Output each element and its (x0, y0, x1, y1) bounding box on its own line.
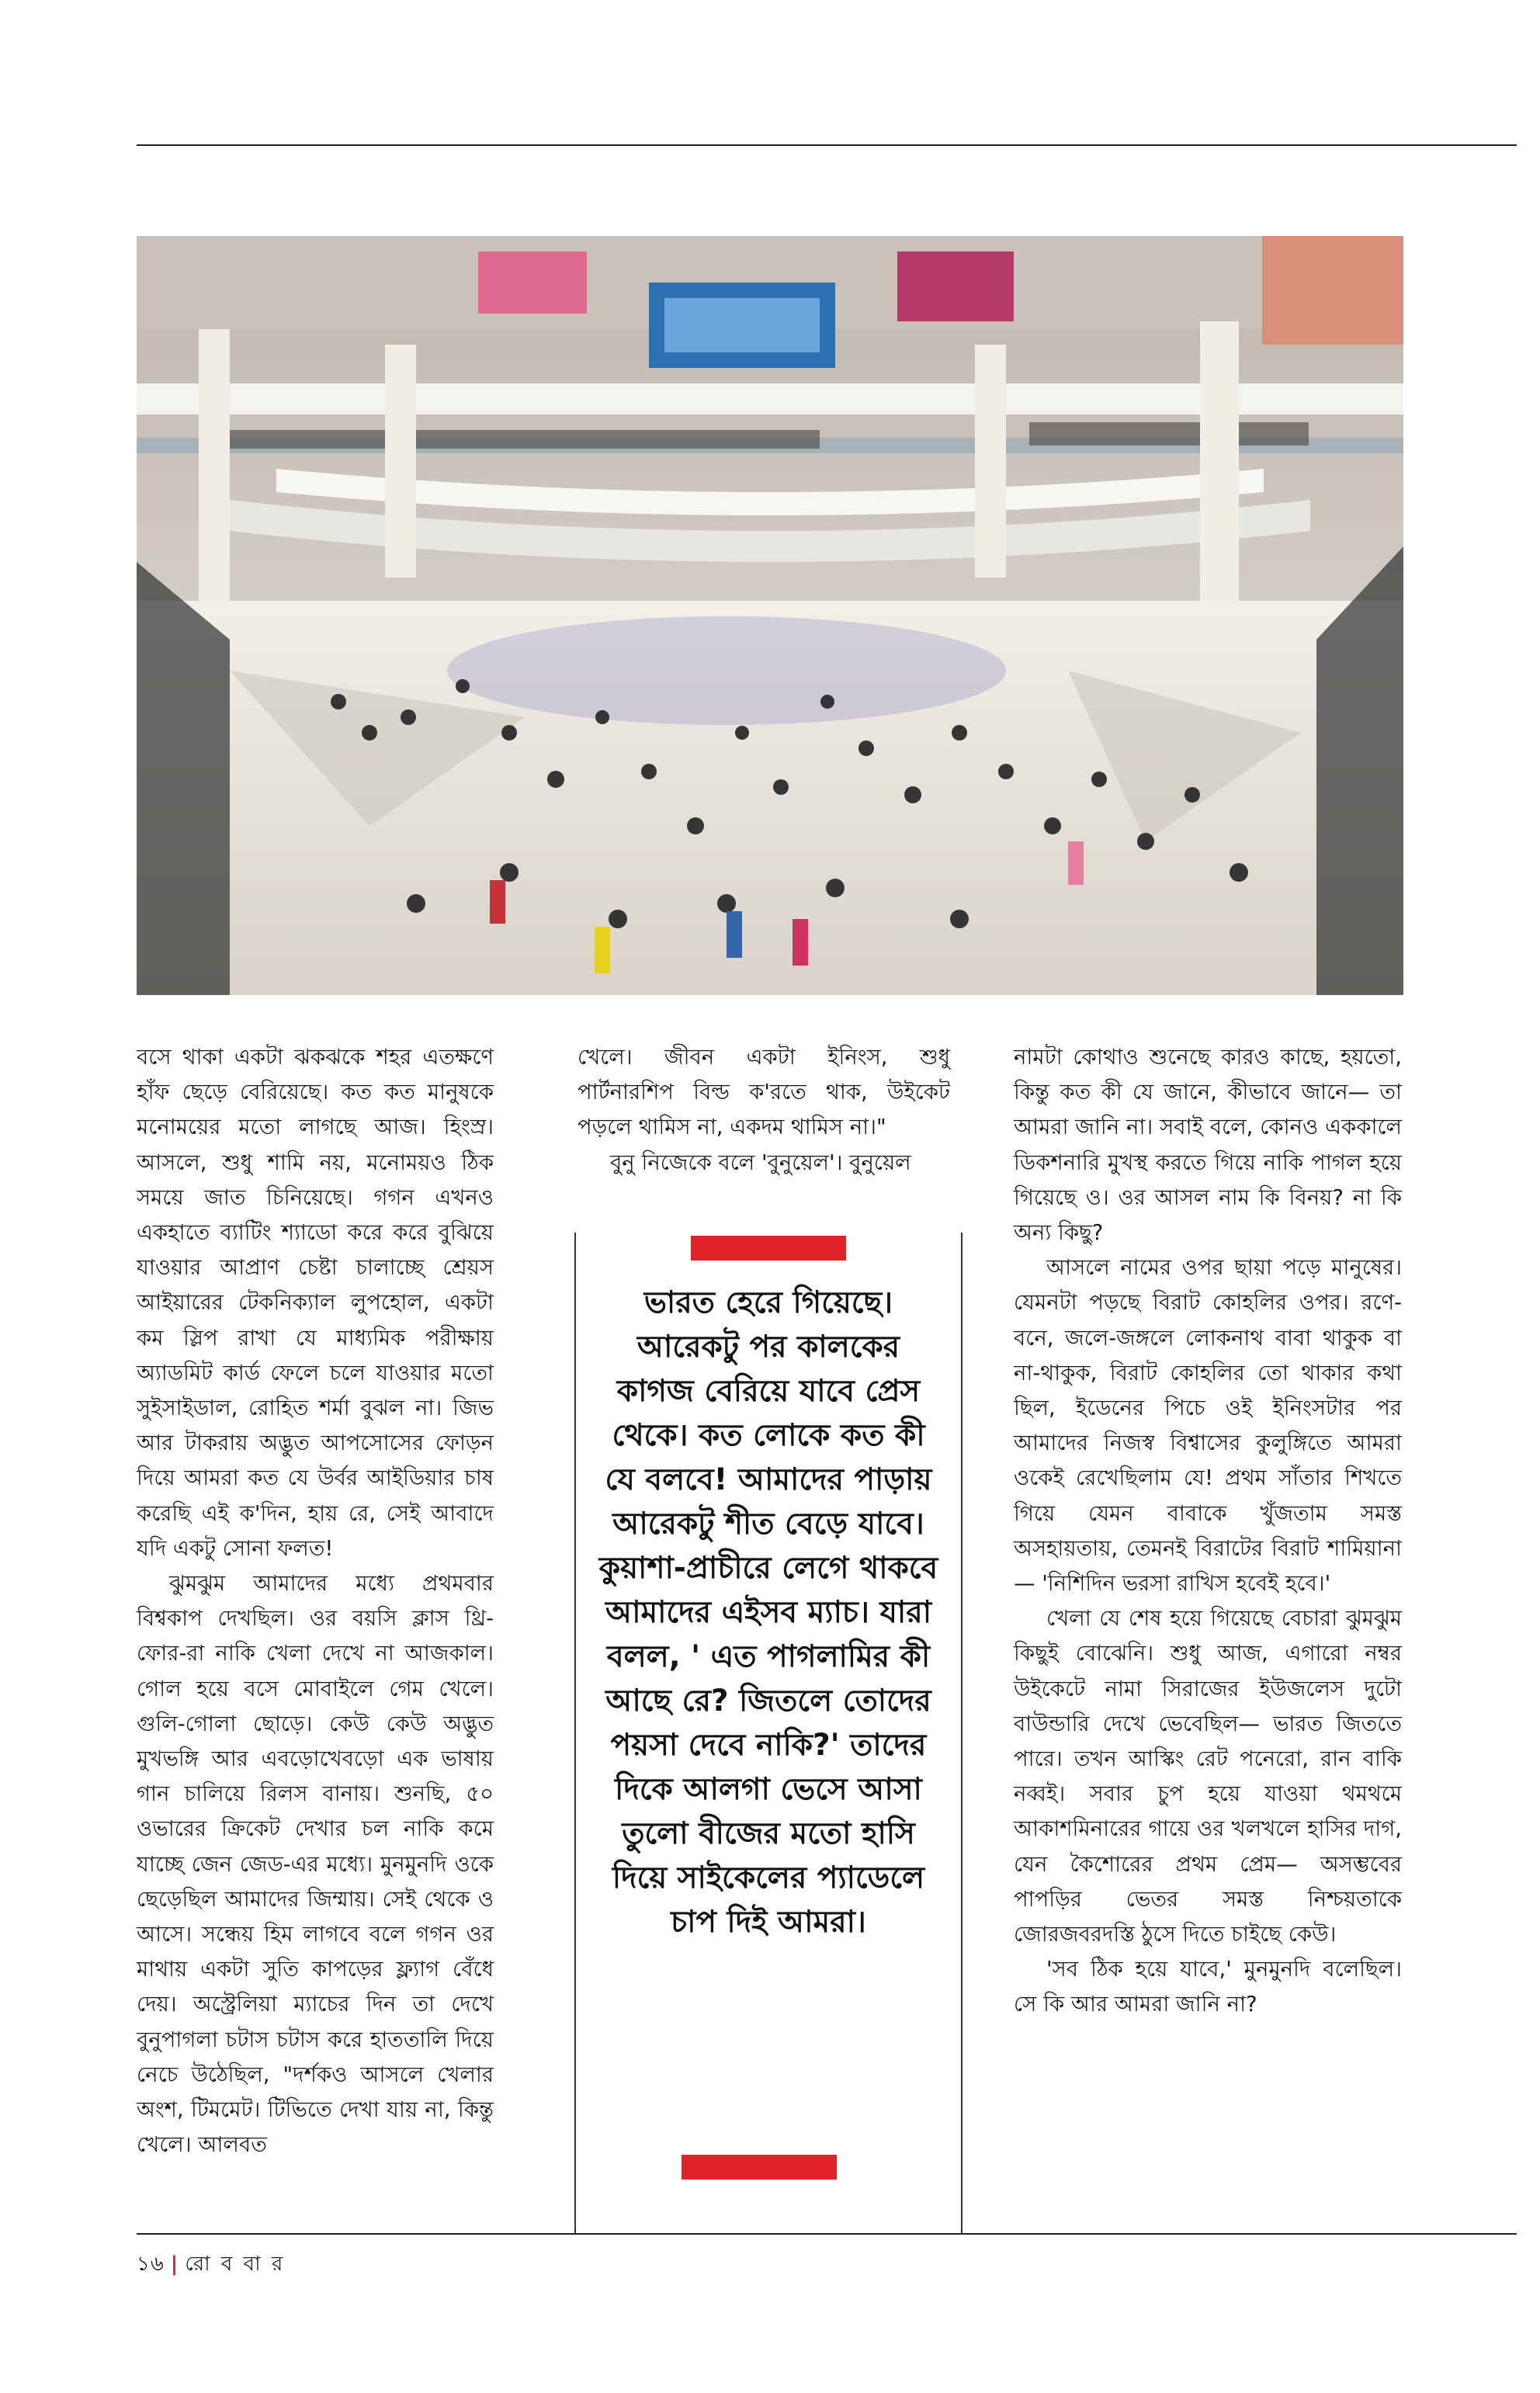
body-paragraph: বুনু নিজেকে বলে 'বুনুয়েল'। বুনুয়েল (610, 1150, 911, 1175)
pullquote-divider-right (961, 1233, 962, 2234)
body-paragraph: ঝুমঝুম আমাদের মধ্যে প্রথমবার বিশ্বকাপ দেখছিল। ওর বয়সি ক্লাস থ্রি-ফোর-রা নাকি খেলা দেখে না আজকাল। গোল হয়ে বসে মোবাইলে গেম খেলে। গুলি-গোলা ছোড়ে। কেউ কেউ অদ্ভুত মুখভঙ্গি আর এবড়োখেবড়ো এক ভাষায় গান চালিয়ে রিলস বানায়। শুনছি, ৫০ ওভারের ক্রিকেট দেখার চল নাকি কমে যাচ্ছে জেন জেড-এর মধ্যে। মুনমুনদি ওকে ছেড়েছিল আমাদের জিম্মায়। সেই থেকে ও আসে। সন্ধেয় হিম লাগবে বলে গগন ওর মাথায় একটা সুতি কাপড়ের ফ্ল্যাগ বেঁধে দেয়। অস্ট্রেলিয়া ম্যাচের দিন তা দেখে বুনুপাগলা চটাস চটাস করে হাততালি দিয়ে নেচে উঠেছিল, "দর্শকও আসলে খেলার অংশ, টিমমেট। টিভিতে দেখা যায় না, কিন্তু খেলে। আলবত (137, 1571, 494, 2158)
pullquote-accent-bar-top (691, 1236, 846, 1261)
magazine-name: রো ব বা র (185, 2253, 286, 2276)
body-paragraph: আসলে নামের ওপর ছায়া পড়ে মানুষের। যেমনটা পড়ছে বিরাট কোহলির ওপর। রণে-বনে, জলে-জঙ্গলে লোকনাথ বাবা থাকুক বা না-থাকুক, বিরাট কোহলির তো থাকার কথা ছিল, ইডেনের পিচে ওই ইনিংসটার পর আমাদের নিজস্ব বিশ্বাসের কুলুঙ্গিতে আমরা ওকেই রেখেছিলাম যে! প্রথম সাঁতার শিখতে গিয়ে যেমন বাবাকে খুঁজতাম সমস্ত অসহায়তায়, তেমনই বিরাটের বিরাট শামিয়ানা— 'নিশিদিন ভরসা রাখিস হবেই হবে।' (1014, 1255, 1402, 1597)
page-footer (137, 2248, 285, 2282)
mall-crowd-photo (137, 236, 1403, 995)
footer-separator: | (170, 2253, 179, 2276)
bottom-rule (137, 2233, 1517, 2235)
body-paragraph: 'সব ঠিক হয়ে যাবে,' মুনমুনদি বলেছিল। সে কি আর আমরা জানি না? (1014, 1957, 1402, 2017)
pullquote-accent-bar-bottom (682, 2155, 837, 2180)
body-paragraph: খেলা যে শেষ হয়ে গিয়েছে বেচারা ঝুমঝুম কিছুই বোঝেনি। শুধু আজ, এগারো নম্বর উইকেটে নামা সিরাজের ইউজলেস দুটো বাউন্ডারি দেখে ভেবেছিল— ভারত জিততে পারে। তখন আস্কিং রেট পনেরো, রান বাকি নব্বই। সবার চুপ হয়ে যাওয়া থমথমে আকাশমিনারের গায়ে ওর খলখলে হাসির দাগ, যেন কৈশোরের প্রথম প্রেম— অসম্ভবের পাপড়ির ভেতর সমস্ত নিশ্চয়তাকে জোরজবরদস্তি ঠুসে দিতে চাইছে কেউ। (1014, 1606, 1402, 1947)
article-column-1 (137, 1040, 494, 2163)
page-number: ১৬ (137, 2253, 165, 2276)
top-rule (137, 144, 1517, 146)
article-column-2 (578, 1040, 950, 1181)
article-column-3 (1014, 1040, 1402, 2023)
body-paragraph: নামটা কোথাও শুনেছে কারও কাছে, হয়তো, কিন্তু কত কী যে জানে, কীভাবে জানে— তা আমরা জানি না। সবাই বলে, কোনও এককালে ডিকশনারি মুখস্থ করতে গিয়ে নাকি পাগল হয়ে গিয়েছে ও। ওর আসল নাম কি বিনয়? না কি অন্য কিছু? (1014, 1045, 1402, 1246)
pullquote-divider-left (574, 1233, 576, 2234)
body-paragraph: বসে থাকা একটা ঝকঝকে শহর এতক্ষণে হাঁফ ছেড়ে বেরিয়েছে। কত কত মানুষকে মনোময়ের মতো লাগছে আজ। হিংস্র। আসলে, শুধু শামি নয়, মনোময়ও ঠিক সময়ে জাত চিনিয়েছে। গগন এখনও একহাতে ব্যাটিং শ্যাডো করে করে বুঝিয়ে যাওয়ার আপ্রাণ চেষ্টা চালাচ্ছে শ্রেয়স আইয়ারের টেকনিক্যাল লুপহোল, একটা কম স্লিপ রাখা যে মাধ্যমিক পরীক্ষায় অ্যাডমিট কার্ড ফেলে চলে যাওয়ার মতো সুইসাইডাল, রোহিত শর্মা বুঝল না। জিভ আর টাকরায় অদ্ভুত আপসোসের ফোড়ন দিয়ে আমরা কত যে উর্বর আইডিয়ার চাষ করেছি এই ক'দিন, হায় রে, সেই আবাদে যদি একটু সোনা ফলত! (137, 1045, 494, 1561)
body-paragraph: খেলে। জীবন একটা ইনিংস, শুধু পার্টনারশিপ বিল্ড ক'রতে থাক, উইকেট পড়লে থামিস না, একদম থামিস না।" (578, 1045, 950, 1140)
pullquote: ভারত হেরে গিয়েছে। আরেকটু পর কালকের কাগজ বেরিয়ে যাবে প্রেস থেকে। কত লোকে কত কী যে বলবে! আমাদের পাড়ায় আরেকটু শীত বেড়ে যাবে। কুয়াশা-প্রাচীরে লেগে থাকবে আমাদের এইসব ম্যাচ। যারা বলল, ' এত পাগলামির কী আছে রে? জিতলে তোদের পয়সা দেবে নাকি?' তাদের দিকে আলগা ভেসে আসা তুলো বীজের মতো হাসি দিয়ে সাইকেলের প্যাডেলে চাপ দিই আমরা। (598, 1285, 938, 1940)
